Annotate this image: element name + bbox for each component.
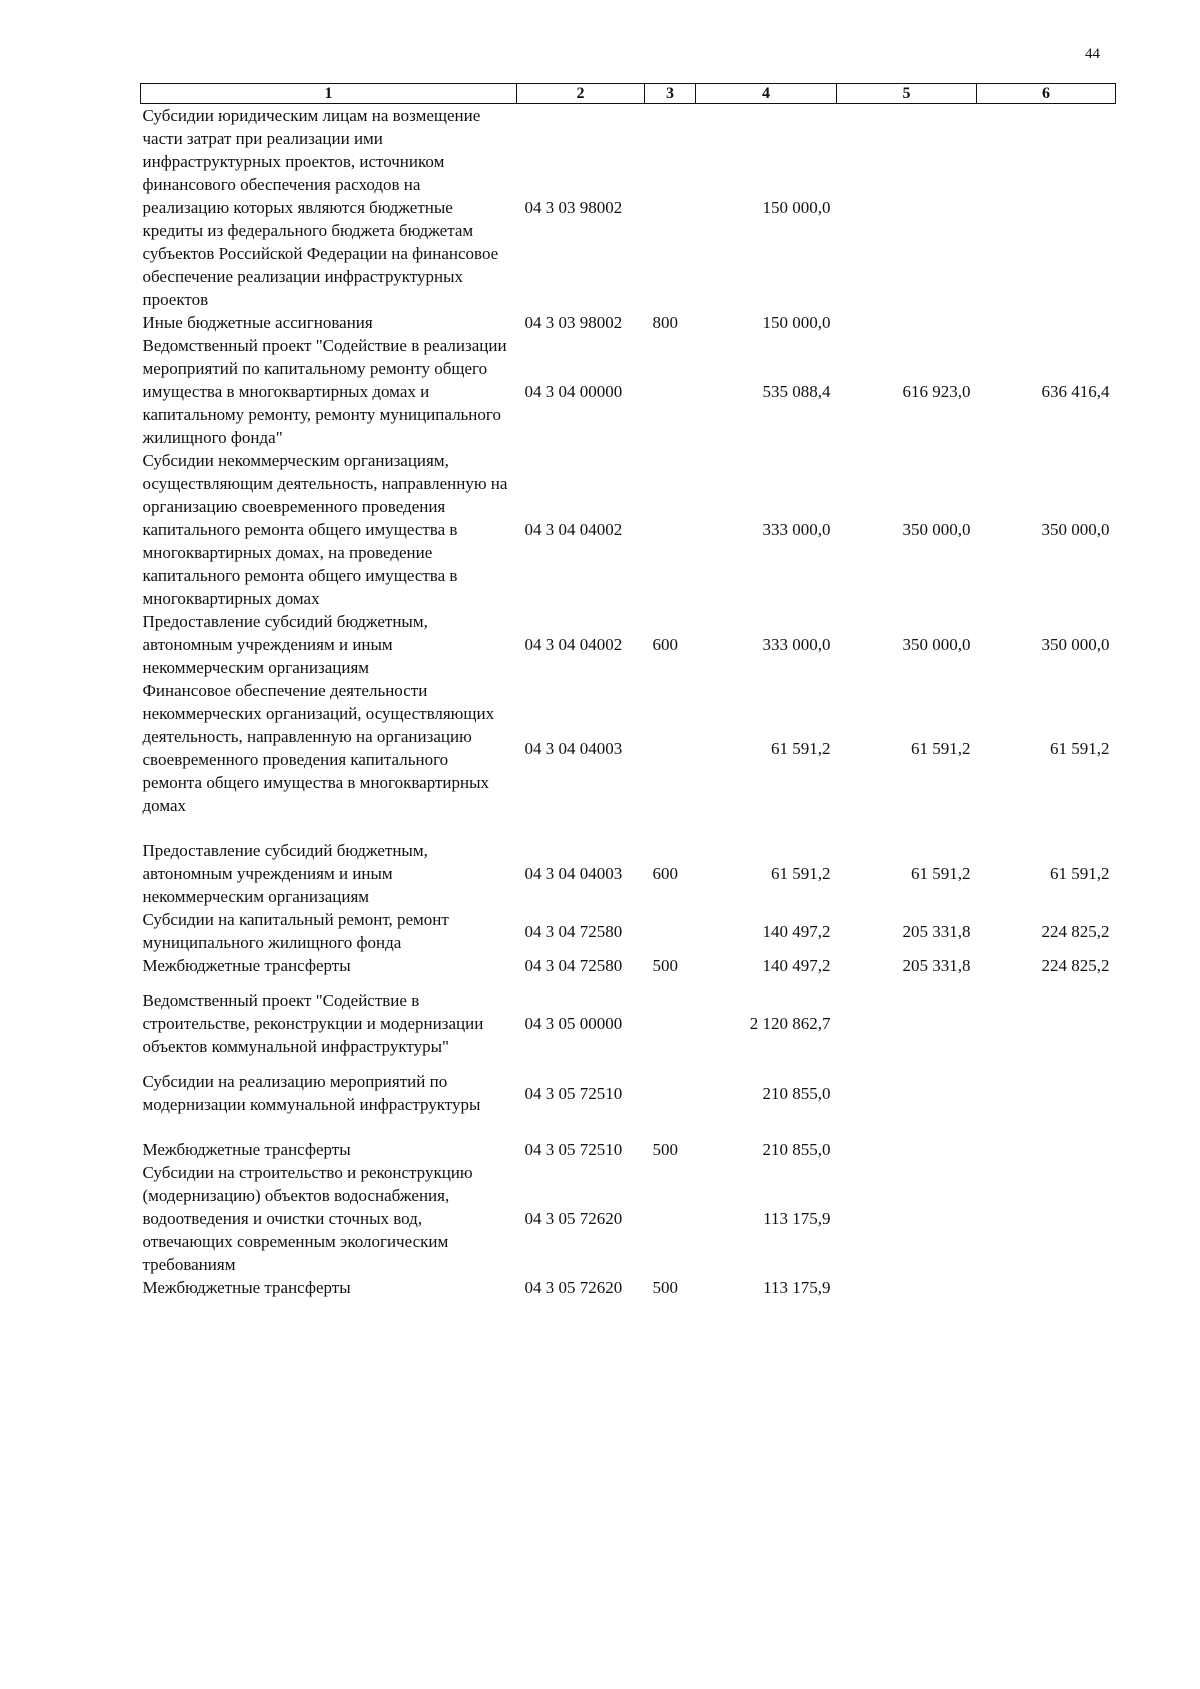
- row-value-5: [837, 311, 977, 334]
- table-row: [141, 954, 1116, 989]
- row-value-4: 210 855,0: [762, 1140, 831, 1159]
- row-name: Субсидии на капитальный ремонт, ремонт муниципального жилищного фонда: [142, 910, 449, 952]
- column-header-1: 1: [141, 84, 517, 104]
- row-code: 04 3 05 72510: [524, 1083, 623, 1103]
- row-value-6: 224 825,2: [1041, 921, 1110, 941]
- table-row: [141, 104, 1116, 312]
- row-value-4: 140 497,2: [762, 956, 831, 975]
- row-value-5: [837, 104, 977, 312]
- table-row: [141, 908, 1116, 954]
- row-value-5: 616 923,0: [902, 382, 971, 401]
- row-type: [645, 679, 696, 839]
- row-code: 04 3 04 00000: [524, 382, 623, 401]
- table-header: [141, 84, 1116, 104]
- row-name: Субсидии некоммерческим организациям, осуществляющим деятельность, направленную на организацию своевременного проведения капитального ремонта общего имущества в многоквартирных домах, на проведение капитального ремонта общего имущества в многоквартирных домах: [142, 451, 508, 608]
- row-code: 04 3 03 98002: [524, 313, 623, 332]
- header-row: [141, 84, 1116, 104]
- row-value-6: [977, 1276, 1116, 1299]
- row-value-4: 113 175,9: [763, 1209, 831, 1228]
- row-type: [645, 334, 696, 449]
- row-value-6: [977, 104, 1116, 312]
- row-value-6: [977, 989, 1116, 1070]
- table-row: [141, 1070, 1116, 1138]
- row-value-4: 61 591,2: [771, 864, 831, 883]
- row-code: 04 3 04 04003: [524, 738, 623, 758]
- row-value-5: 205 331,8: [902, 921, 971, 941]
- row-value-5: 350 000,0: [902, 635, 971, 654]
- table-row: [141, 610, 1116, 679]
- row-name: Межбюджетные трансферты: [142, 1278, 351, 1297]
- row-code: 04 3 04 04003: [524, 864, 623, 883]
- row-value-6: 350 000,0: [1041, 635, 1110, 654]
- row-code: 04 3 04 04002: [524, 635, 623, 654]
- row-value-6: [977, 311, 1116, 334]
- row-value-5: 61 591,2: [911, 864, 971, 883]
- table-body: [141, 104, 1116, 1300]
- row-value-6: [977, 1138, 1116, 1161]
- row-value-6: 350 000,0: [1041, 520, 1110, 539]
- table-row: [141, 839, 1116, 908]
- row-value-4: 140 497,2: [762, 921, 831, 941]
- row-value-6: [977, 1161, 1116, 1276]
- row-value-4: 113 175,9: [763, 1278, 831, 1297]
- row-name: Иные бюджетные ассигнования: [142, 313, 373, 332]
- row-name: Субсидии на реализацию мероприятий по модернизации коммунальной инфраструктуры: [142, 1072, 481, 1114]
- row-code: 04 3 05 72620: [524, 1278, 623, 1297]
- row-value-5: [837, 1276, 977, 1299]
- row-value-4: 150 000,0: [762, 313, 831, 332]
- row-type: 500: [652, 1140, 678, 1159]
- row-value-4: 2 120 862,7: [749, 1014, 831, 1033]
- table-row: [141, 1161, 1116, 1276]
- row-type: [645, 908, 696, 954]
- row-value-4: 333 000,0: [762, 635, 831, 654]
- row-value-6: 636 416,4: [1041, 382, 1110, 401]
- row-code: 04 3 04 72580: [524, 921, 623, 941]
- row-name: Межбюджетные трансферты: [142, 1140, 351, 1159]
- row-type: [645, 449, 696, 610]
- row-value-5: 350 000,0: [902, 520, 971, 539]
- row-name: Межбюджетные трансферты: [142, 956, 351, 975]
- row-value-5: [837, 989, 977, 1070]
- row-value-4: 150 000,0: [762, 198, 831, 217]
- row-name: Субсидии юридическим лицам на возмещение части затрат при реализации ими инфраструктурных проектов, источником финансового обеспечения расходов на реализацию которых являются бюджетные кредиты из федерального бюджета бюджетам субъектов Российской Федерации на финансовое обеспечение реализации инфраструктурных проектов: [142, 106, 499, 309]
- row-type: 600: [652, 864, 678, 883]
- row-name: Предоставление субсидий бюджетным, автономным учреждениям и иным некоммерческим организациям: [142, 612, 428, 677]
- row-name: Предоставление субсидий бюджетным, автономным учреждениям и иным некоммерческим организациям: [142, 841, 428, 906]
- row-code: 04 3 05 00000: [524, 1014, 623, 1033]
- row-value-6: 61 591,2: [1050, 864, 1110, 883]
- row-type: 500: [652, 956, 678, 975]
- budget-table: [140, 83, 1116, 1299]
- column-header-6: 6: [977, 84, 1116, 104]
- row-name: Ведомственный проект "Содействие в строительстве, реконструкции и модернизации объектов коммунальной инфраструктуры": [142, 991, 484, 1056]
- table-row: [141, 1276, 1116, 1299]
- row-type: [645, 104, 696, 312]
- row-type: [645, 989, 696, 1070]
- table-row: [141, 1138, 1116, 1161]
- column-header-3: 3: [645, 84, 696, 104]
- row-type: [645, 1161, 696, 1276]
- column-header-5: 5: [837, 84, 977, 104]
- row-type: 500: [652, 1278, 678, 1297]
- row-name: Финансовое обеспечение деятельности некоммерческих организаций, осуществляющих деятельность, направленную на организацию своевременного проведения капитального ремонта общего имущества в многоквартирных домах: [142, 681, 495, 815]
- table-row: [141, 449, 1116, 610]
- table-row: [141, 989, 1116, 1070]
- column-header-4: 4: [696, 84, 837, 104]
- row-value-6: 61 591,2: [1050, 738, 1110, 758]
- row-value-4: 333 000,0: [762, 520, 831, 539]
- row-name: Субсидии на строительство и реконструкцию (модернизацию) объектов водоснабжения, водоотведения и очистки сточных вод, отвечающих современным экологическим требованиям: [142, 1163, 473, 1274]
- row-code: 04 3 03 98002: [524, 198, 623, 217]
- row-name: Ведомственный проект "Содействие в реализации мероприятий по капитальному ремонту общего имущества в многоквартирных домах и капитальному ремонту, ремонту муниципального жилищного фонда": [142, 336, 507, 447]
- row-code: 04 3 04 04002: [524, 520, 623, 539]
- row-value-4: 210 855,0: [762, 1083, 831, 1103]
- row-value-5: [837, 1070, 977, 1138]
- row-value-5: [837, 1138, 977, 1161]
- row-value-6: [977, 1070, 1116, 1138]
- row-value-6: 224 825,2: [1041, 956, 1110, 975]
- table-row: [141, 679, 1116, 839]
- row-type: 800: [652, 313, 678, 332]
- column-header-2: 2: [517, 84, 645, 104]
- row-type: [645, 1070, 696, 1138]
- row-type: 600: [652, 635, 678, 654]
- row-value-4: 535 088,4: [762, 382, 831, 401]
- table-row: [141, 334, 1116, 449]
- row-code: 04 3 05 72620: [524, 1209, 623, 1228]
- row-code: 04 3 05 72510: [524, 1140, 623, 1159]
- row-code: 04 3 04 72580: [524, 956, 623, 975]
- row-value-5: [837, 1161, 977, 1276]
- row-value-5: 205 331,8: [902, 956, 971, 975]
- row-value-4: 61 591,2: [771, 738, 831, 758]
- row-value-5: 61 591,2: [911, 738, 971, 758]
- page-number: 44: [1085, 46, 1100, 62]
- table-row: [141, 311, 1116, 334]
